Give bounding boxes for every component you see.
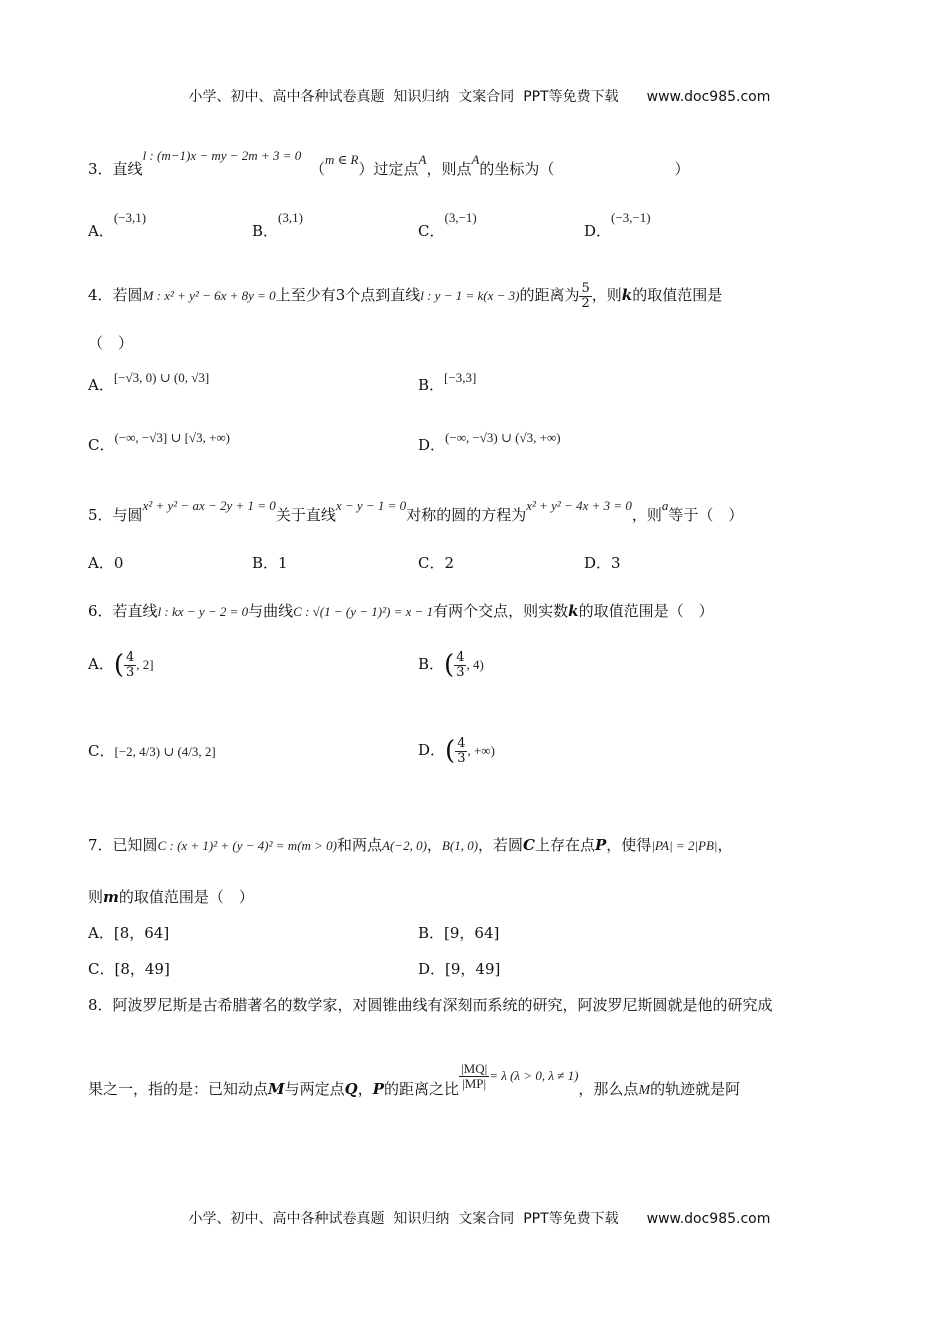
q7-option-a[interactable]: A．[8，64] [88, 924, 170, 942]
q5-circle-equation: x² + y² − ax − 2y + 1 = 0 [142, 498, 276, 513]
q4-number: 4． [88, 286, 113, 305]
q5-text: 对称的圆的方程为 [406, 506, 527, 524]
page-footer [0, 1192, 950, 1228]
q5-variable: a [661, 498, 669, 513]
q7-option-c[interactable]: C．[8，49] [88, 960, 170, 978]
q5-text: 与圆 [112, 506, 143, 524]
q7-option-d[interactable]: D．[9，49] [418, 960, 501, 978]
q7-condition: |PA| = 2|PB| [651, 838, 718, 853]
q7-text: 和两点 [337, 836, 383, 854]
q6-number: 6． [88, 602, 113, 620]
q3-point: A [471, 152, 480, 167]
q5-text: 等于（ ） [668, 506, 744, 524]
q6-option-d[interactable]: D．( $\frac{4}{3}$ , +∞) [418, 735, 495, 766]
question-6 [88, 600, 714, 621]
q6-curve-equation: C : √(1 − (y − 1)²) = x − 1 [293, 604, 434, 619]
header-site: www.doc985.com [646, 89, 771, 105]
q7-option-b[interactable]: B．[9，64] [418, 924, 500, 942]
q4-option-b[interactable]: B．[−3,3] [418, 370, 477, 394]
q4-circle-equation: M : x² + y² − 6x + 8y = 0 [142, 288, 276, 304]
q3-text: ） [674, 160, 690, 178]
question-3 [88, 148, 690, 179]
q3-option-d[interactable]: D．(−3,−1) [584, 210, 651, 240]
question-7: 7．已知圆C : (x + 1)² + (y − 4)² = m(m > 0)和两点A(−2, 0)，B(1, 0)，若圆C上存在点P，使得|PA| = 2|PB|， [88, 836, 733, 854]
q4-text: 的距离为 [519, 286, 580, 305]
q4-text: 若圆 [112, 286, 143, 305]
q8-line2: 果之一，指的是：已知动点M与两定点Q，P的距离之比 $\frac{|MQ|}{|MP|}$ = λ (λ > 0, λ ≠ 1)，那么点M的轨迹就是阿 [88, 1061, 741, 1099]
q8-condition: = λ (λ > 0, λ ≠ 1) [489, 1068, 579, 1084]
q4-option-a[interactable]: A．[−√3, 0) ∪ (0, √3] [88, 370, 210, 394]
q4-variable: k [621, 286, 633, 305]
q5-number: 5． [88, 506, 113, 524]
question-4 [88, 282, 722, 310]
q5-option-a[interactable]: A．0 [88, 554, 124, 572]
q4-option-d[interactable]: D．(−∞, −√3) ∪ (√3, +∞) [418, 430, 561, 454]
q5-line-equation: x − y − 1 = 0 [335, 498, 407, 513]
q7-text: 已知圆 [112, 836, 158, 854]
q4-text: 的取值范围是 [632, 286, 723, 305]
q3-text: 的坐标为（ [479, 160, 555, 178]
page-header [0, 70, 950, 106]
q3-equation: l : (m−1)x − my − 2m + 3 = 0 [142, 148, 302, 163]
q7-point-b: B(1, 0) [441, 838, 479, 853]
q3-number: 3． [88, 160, 113, 178]
q8-ratio: $\frac{|MQ|}{|MP|}$ [461, 1061, 488, 1091]
q3-option-b[interactable]: B．(3,1) [252, 210, 303, 240]
question-8: 8．阿波罗尼斯是古希腊著名的数学家，对圆锥曲线有深刻而系统的研究，阿波罗尼斯圆就是他的研究成 [88, 996, 773, 1014]
q5-option-b[interactable]: B．1 [252, 554, 288, 572]
q4-paren: （ ） [88, 334, 134, 352]
q6-text: 与曲线 [248, 602, 294, 620]
q3-option-a[interactable]: A．(−3,1) [88, 210, 147, 240]
q5-text: 关于直线 [275, 506, 336, 524]
q3-point: A [418, 152, 427, 167]
q3-option-c[interactable]: C．(3,−1) [418, 210, 477, 240]
q3-text: ）过定点 [358, 160, 419, 178]
q6-option-b[interactable]: B．( $\frac{4}{3}$ , 4) [418, 649, 484, 680]
q6-option-a[interactable]: A．( $\frac{4}{3}$ , 2] [88, 649, 154, 680]
q5-text: ，则 [631, 506, 662, 524]
q4-option-c[interactable]: C．(−∞, −√3] ∪ [√3, +∞) [88, 430, 230, 454]
footer-site: www.doc985.com [646, 1211, 771, 1227]
q7-text: ， [426, 836, 442, 854]
q6-line-equation: l : kx − y − 2 = 0 [157, 604, 249, 619]
q7-number: 7． [88, 836, 113, 854]
q4-fraction: $\frac{5}{2}$ [581, 281, 590, 311]
q6-text: 的取值范围是（ ） [578, 602, 714, 620]
q6-text: 有两个交点，则实数 [433, 602, 569, 620]
q4-text: ，则 [591, 286, 622, 305]
q4-text: 上至少有3个点到直线 [275, 286, 421, 305]
q6-option-c[interactable]: C．[−2, 4/3) ∪ (4/3, 2] [88, 742, 216, 760]
footer-text: 小学、初中、高中各种试卷真题 知识归纳 文案合同 PPT等免费下载 [188, 1211, 619, 1227]
q3-text: ，则点 [426, 160, 472, 178]
q3-condition: m ∈ R [325, 152, 359, 167]
q5-result-equation: x² + y² − 4x + 3 = 0 [526, 498, 632, 513]
q4-line-equation: l : y − 1 = k(x − 3) [420, 288, 520, 304]
q3-text: 直线 [112, 160, 143, 178]
q7-circle-equation: C : (x + 1)² + (y − 4)² = m(m > 0) [157, 838, 338, 853]
q5-option-d[interactable]: D．3 [584, 554, 621, 572]
header-text: 小学、初中、高中各种试卷真题 知识归纳 文案合同 PPT等免费下载 [188, 89, 619, 105]
q5-option-c[interactable]: C．2 [418, 554, 455, 572]
q7-point-a: A(−2, 0) [382, 838, 427, 853]
q3-text: （ [310, 160, 326, 178]
q7-text: ，若圆 [478, 836, 524, 854]
q6-variable: k [568, 602, 579, 620]
q7-line2: 则m的取值范围是（ ） [88, 888, 254, 906]
question-5 [88, 498, 744, 525]
q6-text: 若直线 [112, 602, 158, 620]
